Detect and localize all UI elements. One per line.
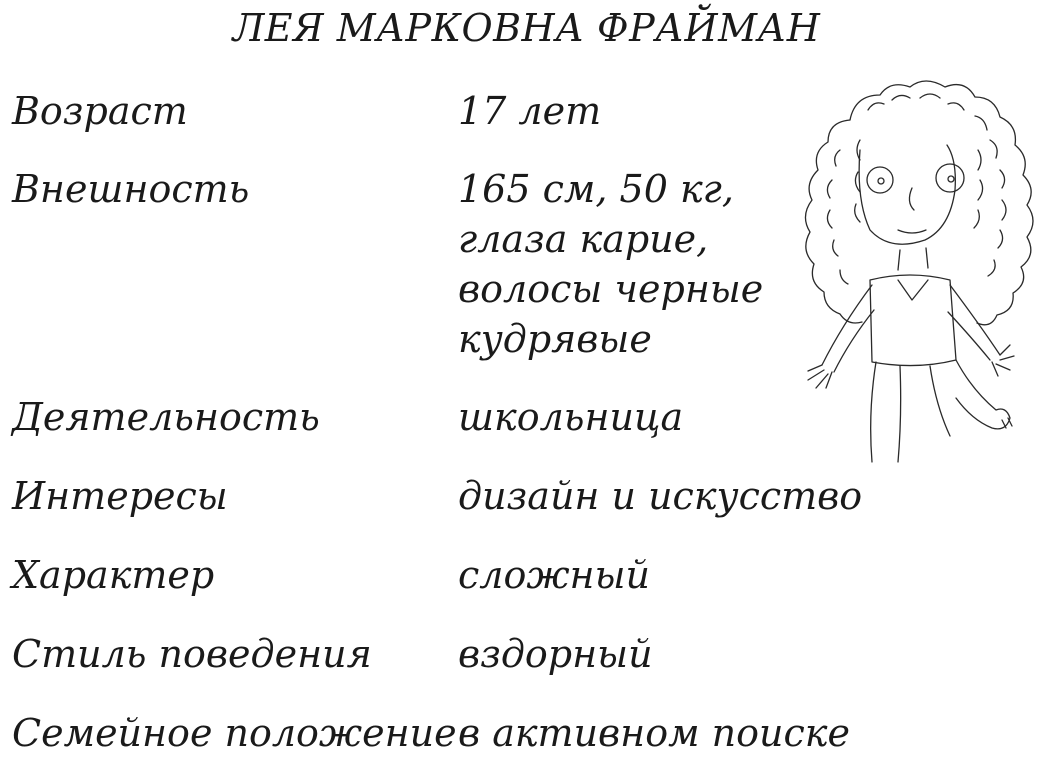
row-label-interests: Интересы (12, 474, 228, 518)
row-label-behavior: Стиль поведения (12, 632, 372, 676)
row-value-appearance-line-4: кудрявые (458, 317, 652, 361)
row-value-interests: дизайн и искусство (458, 474, 863, 518)
row-value-age: 17 лет (458, 89, 602, 133)
row-value-behavior: вздорный (458, 632, 653, 676)
row-label-age: Возраст (12, 89, 188, 133)
row-label-appearance: Внешность (12, 167, 250, 211)
row-value-appearance-line-3: волосы черные (458, 267, 764, 311)
row-label-relationship: Семейное положение (12, 711, 457, 755)
page-title: ЛЕЯ МАРКОВНА ФРАЙМАН (232, 6, 821, 50)
row-label-character: Характер (12, 553, 215, 597)
row-value-appearance-line-2: глаза карие, (458, 217, 709, 261)
row-value-appearance-line-1: 165 см, 50 кг, (458, 167, 734, 211)
row-value-occupation: школьница (458, 395, 684, 439)
row-label-occupation: Деятельность (12, 395, 320, 439)
row-value-relationship: в активном поиске (458, 711, 850, 755)
girl-sketch-illustration (780, 80, 1050, 470)
row-value-character: сложный (458, 553, 651, 597)
